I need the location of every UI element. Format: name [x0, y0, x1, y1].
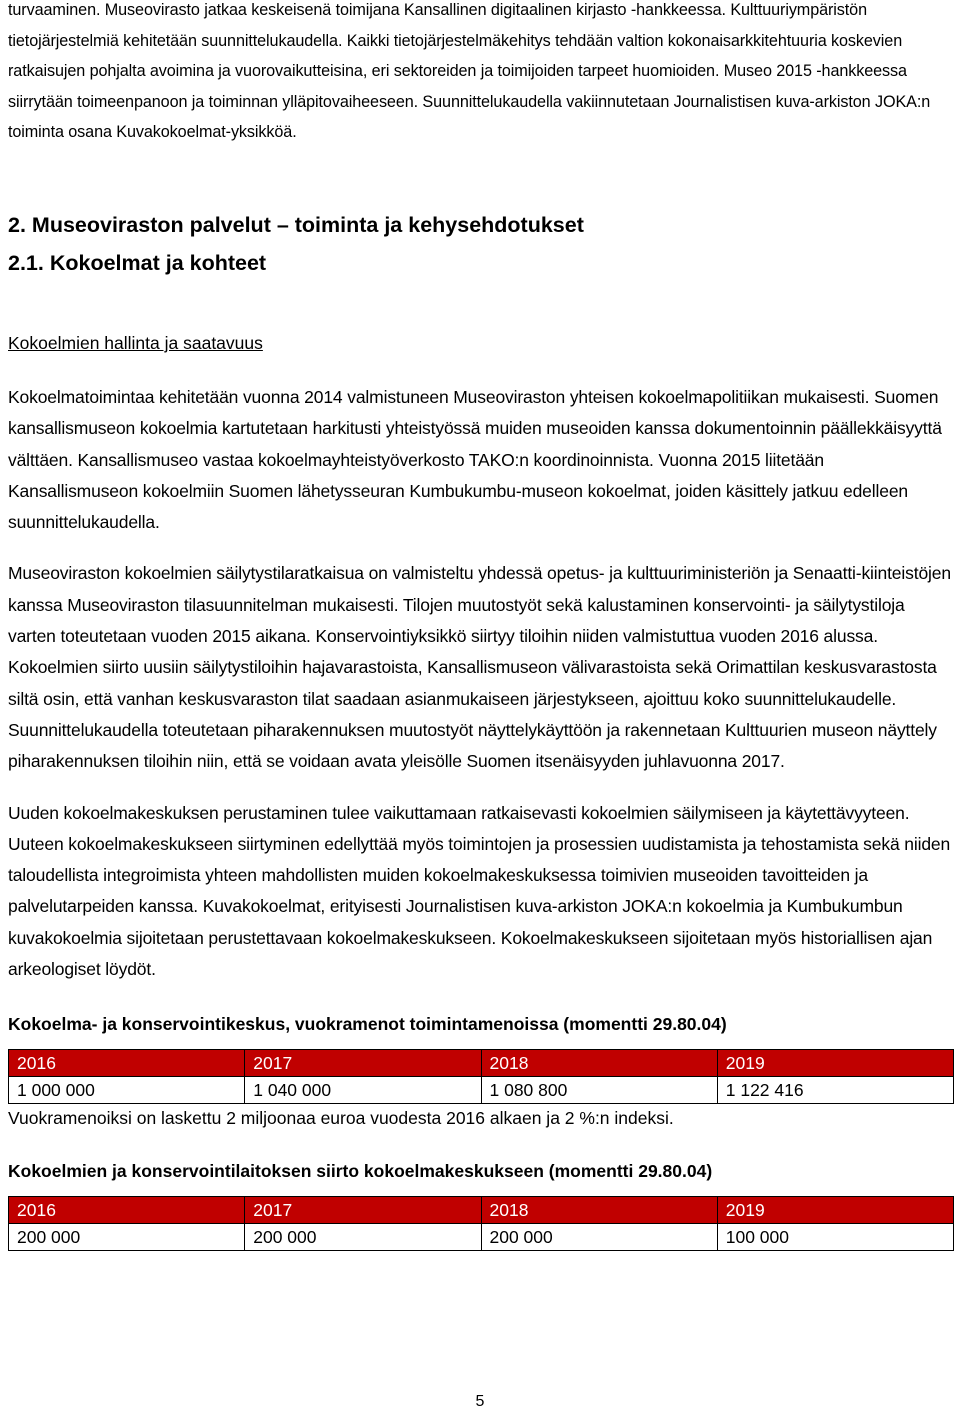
table2-header-row: [9, 1197, 954, 1224]
table1-year-2017: 2017: [245, 1050, 481, 1077]
table2-value-row: [9, 1224, 954, 1251]
document-page: [8, 0, 954, 1251]
table1-year-2016: 2016: [9, 1050, 245, 1077]
table1-value-2016: 1 000 000: [9, 1077, 245, 1104]
table2-year-2016: 2016: [9, 1197, 245, 1224]
subsection-heading: 2.1. Kokoelmat ja kohteet: [8, 250, 267, 275]
spacer: [8, 985, 954, 1009]
table2-year-2017: 2017: [245, 1197, 481, 1224]
table2-year-2019: 2019: [717, 1197, 953, 1224]
page-number: 5: [475, 1393, 485, 1410]
paragraph-storage: Museoviraston kokoelmien säilytystilaratkaisua on valmisteltu yhdessä opetus- ja kulttuuriministeriön ja Senaatti-kiinteistöjen kanssa Museoviraston tilasuunnitelman mukaisesti. Tilojen muutostyöt sekä kalustaminen konservointi- ja säilytystiloja varten toteutetaan vuoden 2015 aikana. Konservointiyksikkö siirtyy tiloihin niiden valmistuttua vuoden 2016 alussa. Kokoelmien siirto uusiin säilytystiloihin hajavarastoista, Kansallismuseon välivarastoista sekä Orimattilan keskusvarastosta siltä osin, että vanhan keskusvaraston tilat saadaan asianmukaiseen järjestykseen, ajoittuu koko suunnittelukaudelle. Suunnittelukaudella toteutetaan piharakennuksen muutostyöt näyttelykäyttöön ja rakennetaan Kulttuurien museon näyttely piharakennuksen tiloihin niin, että se voidaan avata yleisölle Suomen itsenäisyyden juhlavuonna 2017.: [8, 563, 951, 772]
table2-relocation-costs: [8, 1196, 954, 1251]
paragraph-collection-center: Uuden kokoelmakeskuksen perustaminen tulee vaikuttamaan ratkaisevasti kokoelmien säilymiseen ja käytettävyyteen. Uuteen kokoelmakeskukseen siirtyminen edellyttää myös toimintojen ja prosessien uudistamista ja tehostamista sekä niiden taloudellista integroimista yhteen mahdollisten muiden kokoelmakeskuksessa toimivien museoiden tavoitteiden ja palvelutarpeiden kanssa. Kuvakokoelmat, erityisesti Journalistisen kuva-arkiston JOKA:n kokoelmia ja Kumbukumbun kuvakokoelmia sijoitetaan perustettavaan kokoelmakeskukseen. Kokoelmakeskukseen sijoitetaan myös historiallisen ajan arkeologiset löydöt.: [8, 802, 951, 980]
table1-title: Kokoelma- ja konservointikeskus, vuokramenot toimintamenoissa (momentti 29.80.04): [8, 1014, 727, 1035]
table2-title: Kokoelmien ja konservointilaitoksen siirto kokoelmakeskukseen (momentti 29.80.04): [8, 1161, 713, 1182]
table1-value-2017: 1 040 000: [245, 1077, 481, 1104]
table1-header-row: [9, 1050, 954, 1077]
table2-year-2018: 2018: [481, 1197, 717, 1224]
section-heading: 2. Museoviraston palvelut – toiminta ja kehysehdotukset: [8, 212, 584, 237]
table1-value-2018: 1 080 800: [481, 1077, 717, 1104]
table1-value-2019: 1 122 416: [717, 1077, 953, 1104]
table2-value-2016: 200 000: [9, 1224, 245, 1251]
table1-year-2018: 2018: [481, 1050, 717, 1077]
paragraph-collections: Kokoelmatoimintaa kehitetään vuonna 2014 valmistuneen Museoviraston yhteisen kokoelmapolitiikan mukaisesti. Suomen kansallismuseon kokoelmia kartutetaan harkitusti yhteistyössä muiden museoiden kanssa dokumentoinnin päällekkäisyyttä välttäen. Kansallismuseo vastaa kokoelmayhteistyöverkosto TAKO:n koordinoinnista. Vuonna 2015 liitetään Kansallismuseon kokoelmiin Suomen lähetysseuran Kumbukumbu-museon kokoelmat, joiden käsittely jatkuu edelleen suunnittelukaudella.: [8, 386, 942, 533]
spacer: [8, 1186, 954, 1196]
table1-year-2019: 2019: [717, 1050, 953, 1077]
spacer: [8, 538, 954, 558]
table1-value-row: [9, 1077, 954, 1104]
spacer: [8, 1132, 954, 1156]
table1-note: Vuokramenoiksi on laskettu 2 miljoonaa euroa vuodesta 2016 alkaen ja 2 %:n indeksi.: [8, 1108, 674, 1129]
table1-rent-costs: [8, 1049, 954, 1104]
table2-value-2017: 200 000: [245, 1224, 481, 1251]
spacer: [8, 148, 954, 210]
topic-heading: Kokoelmien hallinta ja saatavuus: [8, 332, 263, 353]
spacer: [8, 1039, 954, 1049]
spacer: [8, 778, 954, 798]
table2-value-2018: 200 000: [481, 1224, 717, 1251]
intro-paragraph: turvaaminen. Museovirasto jatkaa keskeisenä toimijana Kansallinen digitaalinen kirjasto -hankkeessa. Kulttuuriympäristön tietojärjestelmiä kehitetään suunnittelukaudella. Kaikki tietojärjestelmäkehitys tehdään valtion kokonaisarkkitehtuuria koskevien ratkaisujen pohjalta avoimina ja vuorovaikutteisina, eri sektoreiden ja toimijoiden tarpeet huomioiden. Museo 2015 -hankkeessa siirrytään toimeenpanoon ja toiminnan ylläpitovaiheeseen. Suunnittelukaudella vakiinnutetaan Journalistisen kuva-arkiston JOKA:n toiminta osana Kuvakokoelmat-yksikköä.: [8, 1, 931, 142]
spacer: [8, 358, 954, 382]
table2-value-2019: 100 000: [717, 1224, 953, 1251]
spacer: [8, 278, 954, 328]
